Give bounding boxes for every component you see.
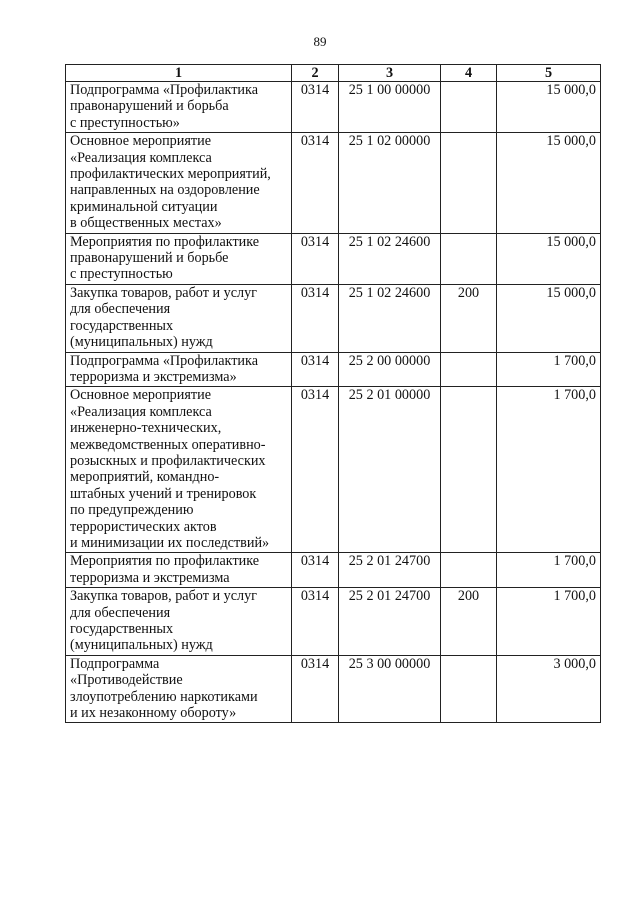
row-code-cell: 25 2 01 24700 [339,588,441,656]
row-section-cell: 0314 [292,553,339,588]
row-name-cell: Закупка товаров, работ и услуг для обеспечения государственных (муниципальных) нужд [66,284,292,352]
row-amount-cell: 15 000,0 [497,233,601,284]
row-name-cell: Мероприятия по профилактике терроризма и экстремизма [66,553,292,588]
column-header: 1 [66,65,292,82]
row-name-cell: Подпрограмма «Противодействие злоупотреблению наркотиками и их незаконному обороту» [66,655,292,723]
row-section-cell: 0314 [292,387,339,553]
row-amount-cell: 15 000,0 [497,133,601,233]
row-section-cell: 0314 [292,352,339,387]
table-row [66,553,601,588]
table-row [66,133,601,233]
row-code-cell: 25 2 00 00000 [339,352,441,387]
row-type-cell [441,655,497,723]
row-section-cell: 0314 [292,233,339,284]
row-code-cell: 25 2 01 00000 [339,387,441,553]
row-type-cell: 200 [441,588,497,656]
row-amount-cell: 1 700,0 [497,387,601,553]
row-code-cell: 25 2 01 24700 [339,553,441,588]
row-code-cell: 25 1 00 00000 [339,82,441,133]
row-type-cell: 200 [441,284,497,352]
row-section-cell: 0314 [292,284,339,352]
row-name-cell: Подпрограмма «Профилактика правонарушений и борьба с преступностью» [66,82,292,133]
table-row [66,655,601,723]
column-header: 3 [339,65,441,82]
row-section-cell: 0314 [292,655,339,723]
row-section-cell: 0314 [292,133,339,233]
row-name-cell: Подпрограмма «Профилактика терроризма и экстремизма» [66,352,292,387]
row-code-cell: 25 1 02 24600 [339,284,441,352]
row-type-cell [441,133,497,233]
row-amount-cell: 3 000,0 [497,655,601,723]
table-row [66,284,601,352]
row-amount-cell: 15 000,0 [497,82,601,133]
row-name-cell: Закупка товаров, работ и услуг для обеспечения государственных (муниципальных) нужд [66,588,292,656]
row-amount-cell: 15 000,0 [497,284,601,352]
table-header-row [66,65,601,82]
column-header: 4 [441,65,497,82]
row-code-cell: 25 3 00 00000 [339,655,441,723]
row-type-cell [441,233,497,284]
row-type-cell [441,553,497,588]
table-row [66,588,601,656]
row-code-cell: 25 1 02 00000 [339,133,441,233]
column-header: 2 [292,65,339,82]
row-amount-cell: 1 700,0 [497,588,601,656]
row-code-cell: 25 1 02 24600 [339,233,441,284]
row-type-cell [441,352,497,387]
row-type-cell [441,387,497,553]
table-row [66,387,601,553]
budget-table [65,64,601,723]
row-section-cell: 0314 [292,82,339,133]
column-header: 5 [497,65,601,82]
row-name-cell: Мероприятия по профилактике правонарушений и борьбе с преступностью [66,233,292,284]
row-amount-cell: 1 700,0 [497,553,601,588]
page-number: 89 [313,34,327,49]
table-row [66,233,601,284]
row-type-cell [441,82,497,133]
row-name-cell: Основное мероприятие «Реализация комплекса инженерно-технических, межведомственных оперативно- розыскных и профилактических мероприятий, командно- штабных учений и тренировок по предупреждению террористических актов и минимизации их последствий» [66,387,292,553]
row-amount-cell: 1 700,0 [497,352,601,387]
row-section-cell: 0314 [292,588,339,656]
table-row [66,82,601,133]
table-row [66,352,601,387]
row-name-cell: Основное мероприятие «Реализация комплекса профилактических мероприятий, направленных на оздоровление криминальной ситуации в общественных местах» [66,133,292,233]
